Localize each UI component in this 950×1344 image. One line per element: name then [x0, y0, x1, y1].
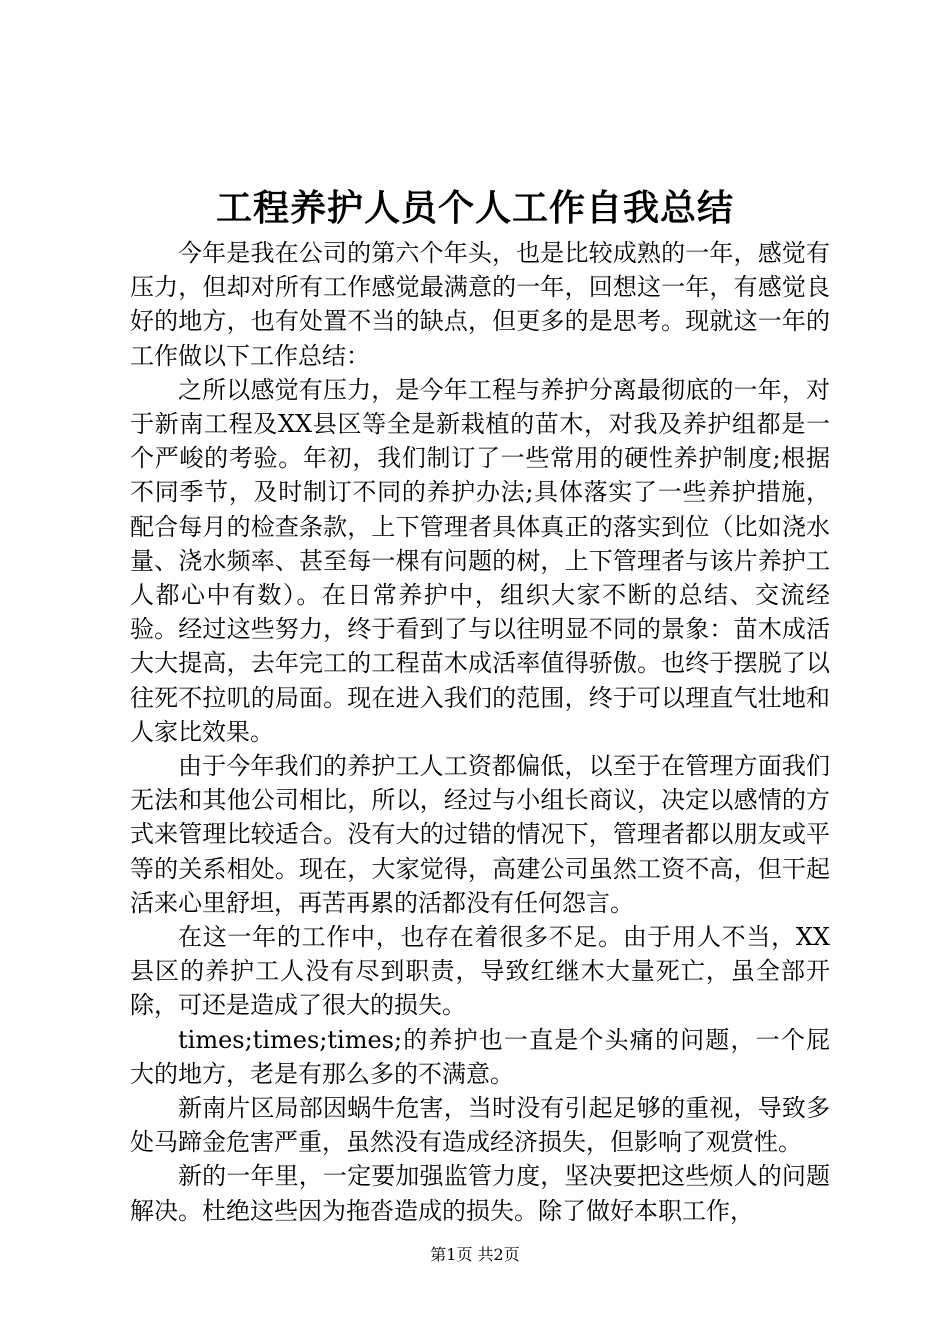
- paragraph: times;times;times;的养护也一直是个头痛的问题，一个屁大的地方，老是有那么多的不满意。: [130, 1025, 830, 1088]
- document-body: [130, 236, 830, 1228]
- paragraph: 今年是我在公司的第六个年头，也是比较成熟的一年，感觉有压力，但却对所有工作感觉最满意的一年，回想这一年，有感觉良好的地方，也有处置不当的缺点，但更多的是思考。现就这一年的工作做以下工作总结：: [130, 239, 830, 370]
- paragraph: 新的一年里，一定要加强监管力度，坚决要把这些烦人的问题解决。杜绝这些因为拖沓造成的损失。除了做好本职工作，: [130, 1162, 830, 1225]
- paragraph: 之所以感觉有压力，是今年工程与养护分离最彻底的一年，对于新南工程及XX县区等全是新栽植的苗木，对我及养护组都是一个严峻的考验。年初，我们制订了一些常用的硬性养护制度;根据不同季节，及时制订不同的养护办法;具体落实了一些养护措施，配合每月的检查条款，上下管理者具体真正的落实到位（比如浇水量、浇水频率、甚至每一棵有问题的树，上下管理者与该片养护工人都心中有数）。在日常养护中，组织大家不断的总结、交流经验。经过这些努力，终于看到了与以往明显不同的景象：苗木成活大大提高，去年完工的工程苗木成活率值得骄傲。也终于摆脱了以往死不拉叽的局面。现在进入我们的范围，终于可以理直气壮地和人家比效果。: [130, 375, 830, 746]
- paragraph: 在这一年的工作中，也存在着很多不足。由于用人不当，XX县区的养护工人没有尽到职责，导致红继木大量死亡，虽全部开除，可还是造成了很大的损失。: [130, 923, 830, 1020]
- document-title: 工程养护人员个人工作自我总结: [215, 187, 734, 229]
- paragraph: 由于今年我们的养护工人工资都偏低，以至于在管理方面我们无法和其他公司相比，所以，经过与小组长商议，决定以感情的方式来管理比较适合。没有大的过错的情况下，管理者都以朋友或平等的关系相处。现在，大家觉得，高建公司虽然工资不高，但干起活来心里舒坦，再苦再累的活都没有任何怨言。: [130, 752, 830, 917]
- paragraph: 新南片区局部因蜗牛危害，当时没有引起足够的重视，导致多处马蹄金危害严重，虽然没有造成经济损失，但影响了观赏性。: [130, 1094, 830, 1157]
- page-number-footer: 第1页 共2页: [430, 1245, 520, 1264]
